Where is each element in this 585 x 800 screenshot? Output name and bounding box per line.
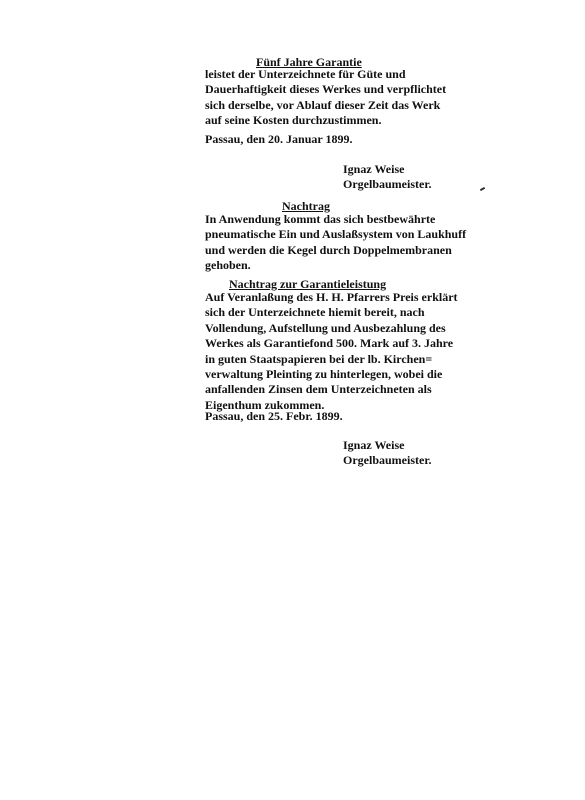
section1-body: [205, 67, 446, 129]
section3-heading: Nachtrag zur Garantieleistung: [229, 277, 387, 291]
section2-line-1: In Anwendung kommt das sich bestbewährte: [205, 212, 436, 226]
section1-date: Passau, den 20. Januar 1899.: [205, 132, 353, 146]
section3-line-5: in guten Staatspapieren bei der lb. Kirchen=: [205, 351, 433, 366]
section2-heading: Nachtrag: [282, 199, 330, 213]
section2-line-4: gehoben.: [205, 258, 251, 273]
section3-body: [205, 290, 458, 413]
section3-signature-title: Orgelbaumeister.: [343, 453, 432, 468]
section1-line-1: leistet der Unterzeichnete für Güte und: [205, 67, 406, 81]
section1-line-2: Dauerhaftigkeit dieses Werkes und verpflichtet: [205, 82, 447, 97]
section1-line-3: sich derselbe, vor Ablauf dieser Zeit das Werk: [205, 97, 441, 112]
section2-line-2: pneumatische Ein und Auslaßsystem von Laukhuff: [205, 227, 467, 242]
section2-body: [205, 212, 466, 274]
section3-signature-name: Ignaz Weise: [343, 438, 405, 452]
section3-date: Passau, den 25. Febr. 1899.: [205, 409, 343, 423]
section3-line-1: Auf Veranlaßung des H. H. Pfarrers Preis erklärt: [205, 290, 458, 304]
section3-line-6: verwaltung Pleinting zu hinterlegen, wobei die: [205, 367, 443, 382]
section1-line-4: auf seine Kosten durchzustimmen.: [205, 113, 382, 128]
scan-speck: [480, 187, 485, 191]
section3-line-8: Eigenthum zukommen.: [205, 397, 325, 412]
section3-line-4: Werkes als Garantiefond 500. Mark auf 3. Jahre: [205, 336, 454, 351]
section3-line-2: sich der Unterzeichnete hiemit bereit, nach: [205, 305, 425, 320]
section1-signature-name: Ignaz Weise: [343, 162, 405, 176]
section1-signature: [343, 162, 432, 193]
section3-line-3: Vollendung, Aufstellung und Ausbezahlung des: [205, 320, 446, 335]
section1-signature-title: Orgelbaumeister.: [343, 177, 432, 192]
section1-heading: Fünf Jahre Garantie: [256, 55, 362, 69]
section3-line-7: anfallenden Zinsen dem Unterzeichneten als: [205, 382, 432, 397]
section3-signature: [343, 438, 432, 469]
section2-line-3: und werden die Kegel durch Doppelmembranen: [205, 242, 452, 257]
